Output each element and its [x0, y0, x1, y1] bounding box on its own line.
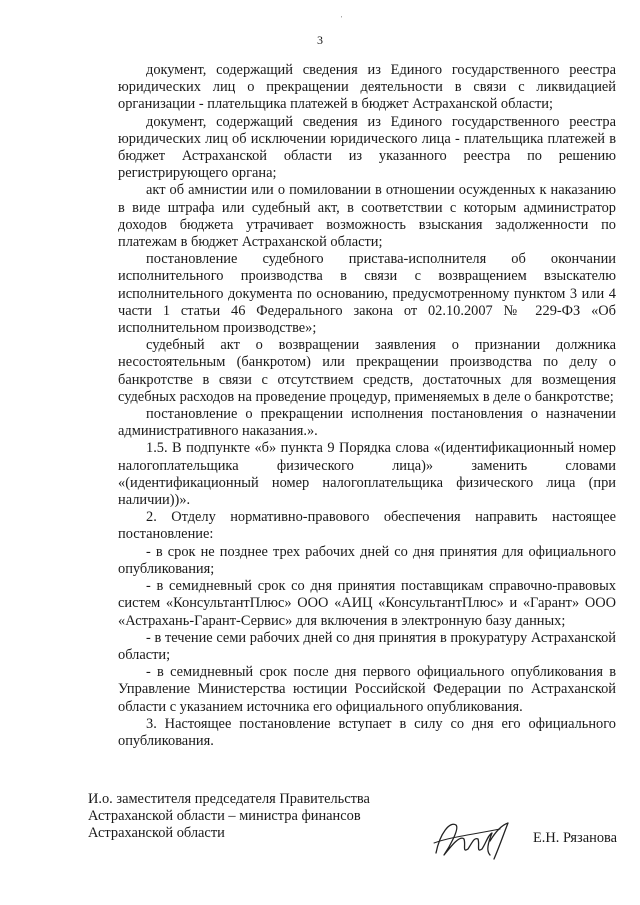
- scan-speck: ': [341, 15, 343, 23]
- paragraph-3: 3. Настоящее постановление вступает в силу со дня его официального опубликования.: [118, 715, 616, 749]
- list-item-official-publication: - в срок не позднее трех рабочих дней со дня принятия для официального опубликования;: [118, 543, 616, 577]
- list-item-legal-systems: - в семидневный срок со дня принятия поставщикам справочно-правовых систем «КонсультантПлюс» ООО «АИЦ «КонсультантПлюс» и «Гарант» ООО «Астрахань-Гарант-Сервис» для включения в электронную базу данных;: [118, 578, 616, 629]
- signature-block: [88, 791, 370, 843]
- paragraph-bankruptcy: судебный акт о возвращении заявления о признании должника несостоятельным (банкротом) или прекращении производства по делу о банкротстве в связи с отсутствием средств, достаточных для возмещения судебных расходов на проведение процедур, применяемых в деле о банкротстве;: [118, 337, 616, 405]
- signatory-title-line-3: Астраханской области: [88, 825, 225, 842]
- signer-name: Е.Н. Рязанова: [533, 830, 618, 846]
- paragraph-termination: постановление о прекращении исполнения постановления о назначении административного наказания.».: [118, 406, 616, 440]
- handwritten-signature: [430, 815, 520, 861]
- paragraph-1-5: 1.5. В подпункте «б» пункта 9 Порядка слова «(идентификационный номер налогоплательщика физического лица)» заменить словами «(идентификационный номер налогоплательщика физического лица (при наличии))».: [118, 440, 616, 509]
- page-number: 3: [317, 33, 323, 47]
- paragraph-exclusion: документ, содержащий сведения из Единого государственного реестра юридических лиц об исключении юридического лица - плательщика платежей в бюджет Астраханской области из указанного реестра по решению регистрирующего органа;: [118, 113, 616, 182]
- list-item-justice-ministry: - в семидневный срок после дня первого официального опубликования в Управление Министерства юстиции Российской Федерации по Астраханской области с указанием источника его официального опубликования.: [118, 664, 616, 715]
- signatory-title-line-2: Астраханской области – министра финансов: [88, 808, 361, 825]
- paragraph-amnesty: акт об амнистии или о помиловании в отношении осужденных к наказанию в виде штрафа или судебный акт, в соответствии с которым администратор доходов бюджета утрачивает возможность взыскания задолженности по платежам в бюджет Астраханской области;: [118, 182, 616, 251]
- paragraph-bailiff: постановление судебного пристава-исполнителя об окончании исполнительного производства в связи с возвращением взыскателю исполнительного документа по основанию, предусмотренному пунктом 3 или 4 части 1 статьи 46 Федерального закона от 02.10.2007 № 229-ФЗ «Об исполнительном производстве»;: [118, 251, 616, 337]
- document-body: [118, 62, 616, 750]
- signatory-title-line-1: И.о. заместителя председателя Правительства: [88, 791, 370, 807]
- paragraph-liquidation: документ, содержащий сведения из Единого государственного реестра юридических лиц о прекращении деятельности в связи с ликвидацией организации - плательщика платежей в бюджет Астраханской области;: [118, 62, 616, 113]
- list-item-prosecutor: - в течение семи рабочих дней со дня принятия в прокуратуру Астраханской области;: [118, 629, 616, 663]
- paragraph-2: 2. Отделу нормативно-правового обеспечения направить настоящее постановление:: [118, 509, 616, 543]
